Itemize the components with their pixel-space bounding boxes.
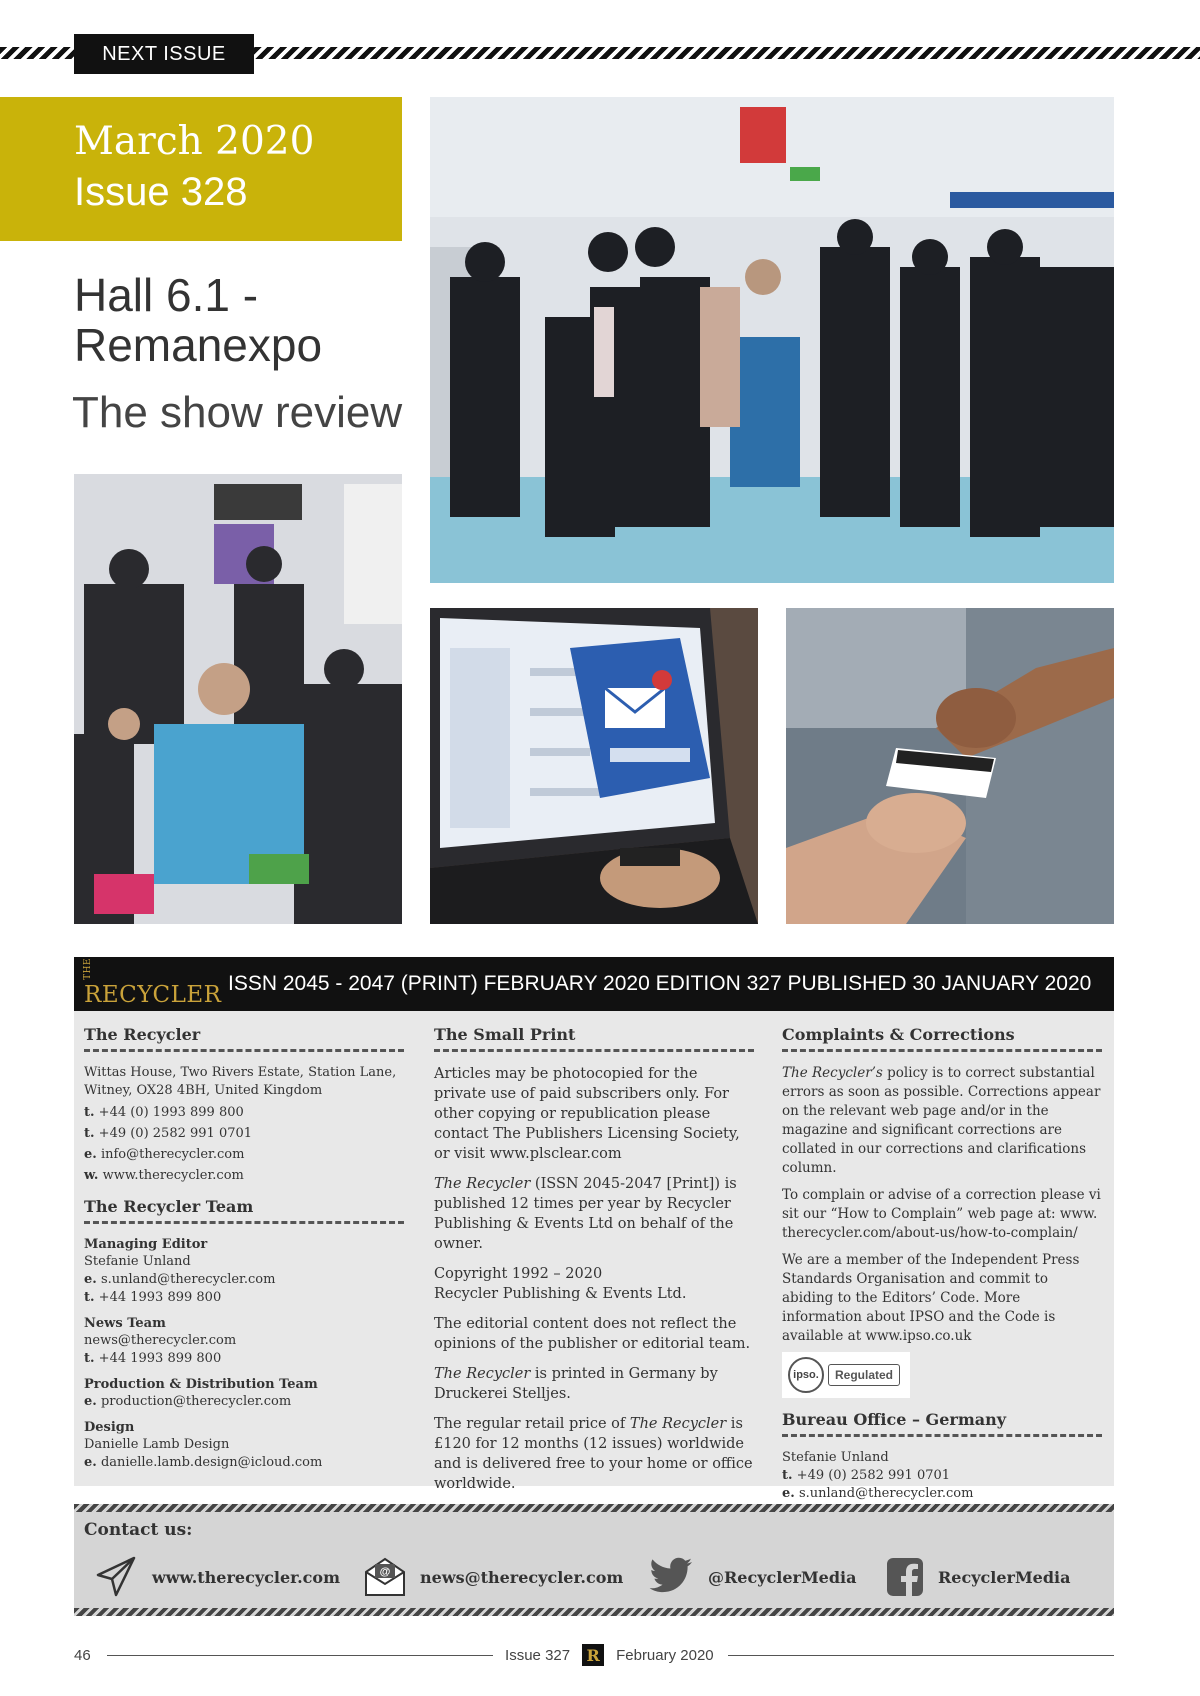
twitter-icon	[648, 1557, 694, 1597]
photo-business-card	[786, 608, 1114, 924]
small-print-p1: Articles may be photocopied for the private use of paid subscribers only. For other copying or republication please contact The Publishers Licensing Society, or visit www.plsclear.com	[434, 1066, 740, 1162]
regulated-tag: Regulated	[828, 1364, 900, 1386]
contact-website[interactable]: www.therecycler.com	[94, 1552, 340, 1602]
phone-de: +49 (0) 2582 991 0701	[98, 1126, 253, 1141]
issue-number: Issue 328	[74, 169, 248, 214]
footer-logo: R	[582, 1644, 604, 1666]
next-issue-tab: NEXT ISSUE	[74, 34, 254, 74]
feature-subtitle: The show review	[72, 388, 403, 437]
role-design: Design	[84, 1420, 135, 1435]
ipso-logo: ipso.	[788, 1357, 824, 1393]
footer-date: February 2020	[616, 1646, 714, 1664]
footer-issue: Issue 327	[505, 1646, 571, 1664]
contact-band	[74, 1504, 1114, 1616]
small-print-p5: The Recycler is printed in Germany by Druckerei Stelljes.	[434, 1366, 718, 1402]
complaints-p1: The Recycler’s policy is to correct substantial errors as soon as possible. Corrections appear on the relevant web page and/or in the magazine and significant corrections are collated in our corrections and clarifications column.	[782, 1065, 1101, 1176]
ipso-regulated-badge	[782, 1352, 910, 1398]
contact-facebook[interactable]: RecyclerMedia	[886, 1552, 1070, 1602]
issue-box	[0, 97, 402, 241]
heading-small-print: The Small Print	[434, 1025, 754, 1052]
footer-rule-left	[107, 1655, 493, 1656]
small-print-copyright: Copyright 1992 – 2020 Recycler Publishing & Events Ltd.	[434, 1266, 687, 1302]
heading-the-recycler: The Recycler	[84, 1025, 404, 1052]
issue-month: March 2020	[74, 119, 315, 164]
column-small-print	[434, 1025, 754, 1504]
complaints-p2: To complain or advise of a correction please visit our “How to Complain” web page at: www.therecycler.com/about-us/how-to-complain/	[782, 1187, 1101, 1241]
column-complaints: Complaints & Corrections The Recycler’s policy is to correct substantial errors as soon as possible. Corrections appear on the relevant web page and/or in the magazine and significant corrections are collated in our corrections and clarifications column. To complain or advise of a correction please visit our “How to Complain” web page at: www.therecycler.com/about-us/how-to-complain/ We are a member of the Independent Press Standards Organisation and commit to abiding to the Editors’ Code. More information about IPSO and the Code is available at www.ipso.co.uk ipso. Regulated Bureau Office – Germany Stefanie Unland t. +49 (0) 2582 991 0701 e. s.unland@therecycler.com	[782, 1025, 1101, 1501]
heading-team: The Recycler Team	[84, 1197, 404, 1224]
role-production: Production & Distribution Team	[84, 1377, 318, 1392]
role-managing-editor: Managing Editor	[84, 1237, 208, 1252]
column-the-recycler: The Recycler Wittas House, Two Rivers Estate, Station Lane, Witney, OX28 4BH, United Kingdom t. +44 (0) 1993 899 800 t. +49 (0) 2582 991 0701 e. info@therecycler.com w. www.therecycler.com The Recycler Team Managing Editor Stefanie Unland e. s.unland@therecycler.com t. +44 1993 899 800 News Team news@therecycler.com t. +44 1993 899 800 Production & Distribution Team e. production@therecycler.com Design Danielle Lamb Design e. danielle.lamb.design@icloud.com	[84, 1025, 404, 1472]
contact-email[interactable]: @ news@therecycler.com	[364, 1552, 623, 1602]
page-footer	[74, 1643, 1114, 1667]
email-icon	[364, 1556, 406, 1598]
send-icon	[94, 1555, 138, 1599]
facebook-icon	[886, 1557, 924, 1597]
email-info[interactable]: info@therecycler.com	[100, 1147, 245, 1162]
heading-complaints: Complaints & Corrections	[782, 1025, 1102, 1052]
small-print-p2: The Recycler (ISSN 2045-2047 [Print]) is published 12 times per year by Recycler Publishing & Events Ltd on behalf of the owner.	[434, 1176, 737, 1252]
heading-bureau: Bureau Office – Germany	[782, 1410, 1102, 1437]
contact-heading: Contact us:	[84, 1520, 193, 1540]
address: Wittas House, Two Rivers Estate, Station Lane, Witney, OX28 4BH, United Kingdom	[84, 1065, 397, 1098]
role-news-team: News Team	[84, 1316, 166, 1331]
phone-uk: +44 (0) 1993 899 800	[98, 1105, 244, 1120]
info-panel	[74, 1011, 1114, 1501]
contact-twitter[interactable]: @RecyclerMedia	[648, 1552, 856, 1602]
feature-title: Hall 6.1 - Remanexpo	[74, 269, 323, 371]
small-print-p6: The regular retail price of The Recycler is £120 for 12 months (12 issues) worldwide and is delivered free to your home or office worldwide.	[434, 1416, 753, 1492]
svg-text:@: @	[379, 1566, 391, 1578]
complaints-p3: We are a member of the Independent Press Standards Organisation and commit to abiding to the Editors’ Code. More information about IPSO and the Code is available at www.ipso.co.uk	[782, 1252, 1080, 1344]
photo-trade-show-crowd	[430, 97, 1114, 583]
photo-laptop-network	[430, 608, 758, 924]
masthead-strip	[74, 957, 1114, 1011]
photo-seated-audience	[74, 474, 402, 924]
masthead-issn-line: ISSN 2045 - 2047 (PRINT) FEBRUARY 2020 EDITION 327 PUBLISHED 30 JANUARY 2020	[228, 972, 1092, 995]
page-number: 46	[74, 1646, 91, 1664]
website-link[interactable]: www.therecycler.com	[102, 1168, 244, 1183]
footer-rule-right	[728, 1655, 1114, 1656]
recycler-logo: THERECYCLER	[83, 957, 222, 1009]
small-print-p4: The editorial content does not reflect the opinions of the publisher or editorial team.	[434, 1316, 751, 1352]
